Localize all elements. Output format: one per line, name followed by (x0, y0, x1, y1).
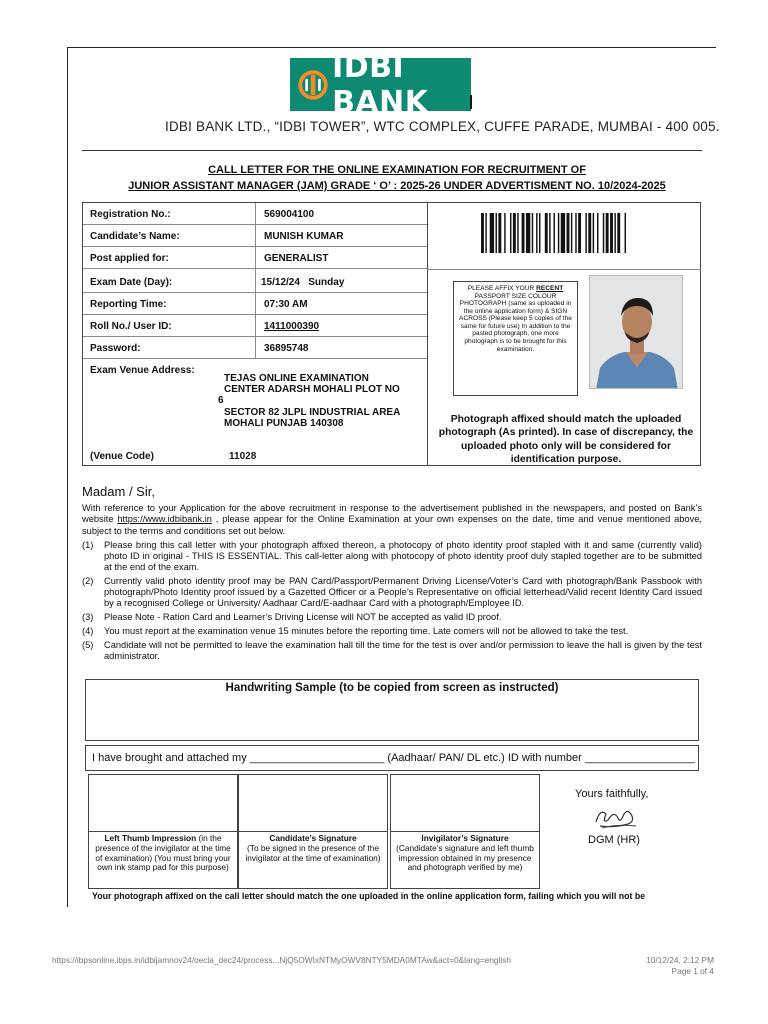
instruction-number: (2) (82, 576, 94, 587)
post-label: Post applied for: (90, 253, 169, 264)
affix-prefix: PLEASE AFFIX YOUR (467, 285, 537, 292)
dgm-designation: DGM (HR) (588, 834, 640, 846)
name-label: Candidate’s Name: (90, 231, 180, 242)
venue-code-value: 11028 (229, 451, 257, 462)
affix-recent: RECENT (536, 285, 564, 292)
instruction-text: Please bring this call letter with your photograph affixed thereon, a photocopy of photo identity proof stapled with it and same (currently valid) photo ID in original - THIS IS ESSENTIAL. This call-letter along with photocopy of photo identity proof duly stapled together are to be submitted at the end of the exam. (104, 540, 702, 573)
candidate-photo (589, 275, 683, 389)
roll-no-value: 1411000390 (264, 321, 320, 332)
yours-faithfully: Yours faithfully, (575, 788, 649, 800)
instruction-number: (5) (82, 639, 94, 650)
exam-date-value: 15/12/24 Sunday (261, 277, 345, 288)
dgm-signature-icon (592, 802, 640, 832)
venue-line: MOHALI PUNJAB 140308 (224, 417, 344, 429)
thumb-label-rest: (in the presence of the invigilator at the time of examination) (You must bring your own ink stamp pad for this purpose) (95, 833, 231, 873)
intro-text-after: , please appear for the Online Examination at your own expenses on the date, time and venue mentioned above, subject to the terms and conditions set out below. (82, 514, 703, 536)
venue-address (218, 373, 424, 429)
affix-photo-instructions (453, 281, 578, 396)
invigilator-sig-bold: Invigilator’s Signature (421, 833, 509, 843)
instruction-text: Please Note - Ration Card and Learner’s Driving License will NOT be accepted as valid ID proof. (104, 612, 502, 623)
bank-website-link[interactable]: https://www.idbibank.in (117, 514, 212, 525)
venue-line: SECTOR 82 JLPL INDUSTRIAL AREA (224, 406, 401, 418)
password-value: 36895748 (264, 343, 309, 354)
footer-url: https://ibpsonline.ibps.in/idbijamnov24/oecla_dec24/process...NjQ5OWIxNTMyOWV8NTY5MDA0MTAw&act=0&lang=english (52, 955, 511, 965)
venue-line: 6 (218, 395, 224, 407)
column-divider (255, 203, 256, 358)
candidate-signature-cell (238, 774, 388, 832)
footer-page-number: Page 1 of 4 (671, 966, 714, 976)
venue-code-label: (Venue Code) (90, 451, 154, 462)
registration-value: 569004100 (264, 209, 315, 220)
instruction-item (82, 626, 702, 637)
reporting-time-label: Reporting Time: (90, 299, 167, 310)
affix-rest: PASSPORT SIZE COLOUR PHOTOGRAPH (same as uploaded in the online application form) & SIGN ACROSS (Please keep 5 copies of the same for future use) In addition to the pasted photograph, one more photograph is to be brought for this examination. (459, 292, 572, 353)
instruction-item (82, 576, 702, 609)
right-panel-divider (427, 203, 428, 465)
id-declaration: I have brought and attached my ______________________ (Aadhaar/ PAN/ DL etc.) ID with number __________________ (85, 745, 699, 771)
name-value: MUNISH KUMAR (264, 231, 344, 242)
instruction-item (82, 612, 702, 623)
header-rule (82, 150, 702, 151)
venue-line: CENTER ADARSH MOHALI PLOT NO (224, 384, 400, 396)
instruction-text: You must report at the examination venue 15 minutes before the reporting time. Late comers will not be allowed to take the test. (104, 625, 629, 636)
footer-datetime: 10/12/24, 2:12 PM (646, 955, 714, 965)
instruction-text: Currently valid photo identity proof may be PAN Card/Passport/Permanent Driving License/Voter’s Card with photograph/Bank Passbook with photograph/Photo Identity proof issued by a Gazetted Officer or a People’s Representative on official letterhead/Valid recent Identity Card issued by a recognised College or University/ Aadhaar Card/E-aadhaar Card with a photograph/Employee ID. (104, 576, 702, 609)
instruction-number: (3) (82, 612, 94, 623)
photo-match-note: Photograph affixed should match the uploaded photograph (As printed). In case of discrepancy, the uploaded photo only will be considered for identification purpose. (438, 414, 694, 466)
instruction-number: (1) (82, 540, 94, 550)
invigilator-signature-label (390, 832, 540, 889)
candidate-signature-label (238, 832, 388, 889)
idbi-logo (290, 49, 471, 120)
invigilator-sig-rest: (Candidate’s signature and left thumb impression obtained in my presence and photograph verified by me) (396, 842, 534, 873)
password-label: Password: (90, 343, 141, 354)
bank-address: IDBI BANK LTD., “IDBI TOWER”, WTC COMPLEX, CUFFE PARADE, MUMBAI - 400 005. (165, 119, 720, 134)
intro-paragraph (82, 503, 702, 537)
idbi-emblem-icon (296, 63, 330, 107)
reporting-time-value: 07:30 AM (264, 299, 308, 310)
right-panel-rule (427, 269, 701, 270)
barcode-icon (481, 213, 695, 253)
candidate-sig-bold: Candidate’s Signature (269, 833, 357, 843)
candidate-sig-rest: (To be signed in the presence of the invigilator at the time of examination) (245, 842, 381, 863)
invigilator-signature-cell (390, 774, 540, 832)
candidate-photo-image (590, 276, 683, 389)
thumb-impression-cell (88, 774, 238, 832)
instruction-number: (4) (82, 625, 94, 636)
letter-title-line1: CALL LETTER FOR THE ONLINE EXAMINATION FOR RECRUITMENT OF (208, 164, 586, 176)
venue-label: Exam Venue Address: (90, 365, 195, 376)
instructions-list (82, 540, 702, 665)
instruction-text: Candidate will not be permitted to leave the examination hall till the time for the test is over and/or permission to leave the hall is given by the test administrator. (104, 639, 702, 661)
page-border-top (67, 47, 716, 48)
thumb-label-bold: Left Thumb Impression (104, 833, 197, 843)
letter-title-line2: JUNIOR ASSISTANT MANAGER (JAM) GRADE ‘ O’ : 2025-26 UNDER ADVERTISMENT NO. 10/2024-2025 (128, 180, 666, 192)
venue-line: TEJAS ONLINE EXAMINATION (224, 373, 369, 384)
candidate-info-box (82, 202, 701, 466)
handwriting-sample-box (85, 679, 699, 741)
thumb-impression-label (88, 832, 238, 889)
roll-no-label: Roll No./ User ID: (90, 321, 172, 332)
logo-divider (470, 95, 472, 109)
intro-text-before: With reference to your Application for the above recruitment in response to the advertisement published in the newspapers, and posted on Bank’s website (82, 503, 702, 525)
post-value: GENERALIST (264, 253, 329, 264)
salutation: Madam / Sir, (82, 484, 155, 499)
registration-label: Registration No.: (90, 209, 171, 220)
instruction-item (82, 640, 702, 662)
exam-date-label: Exam Date (Day): (90, 277, 173, 288)
logo-text: IDBI BANK (332, 49, 429, 120)
handwriting-sample-title: Handwriting Sample (to be copied from screen as instructed) (225, 682, 559, 694)
page-border-left (67, 47, 68, 907)
instruction-item (82, 540, 702, 573)
photo-warning-note: Your photograph affixed on the call letter should match the one uploaded in the online application form, failing which you will not be (92, 891, 646, 901)
